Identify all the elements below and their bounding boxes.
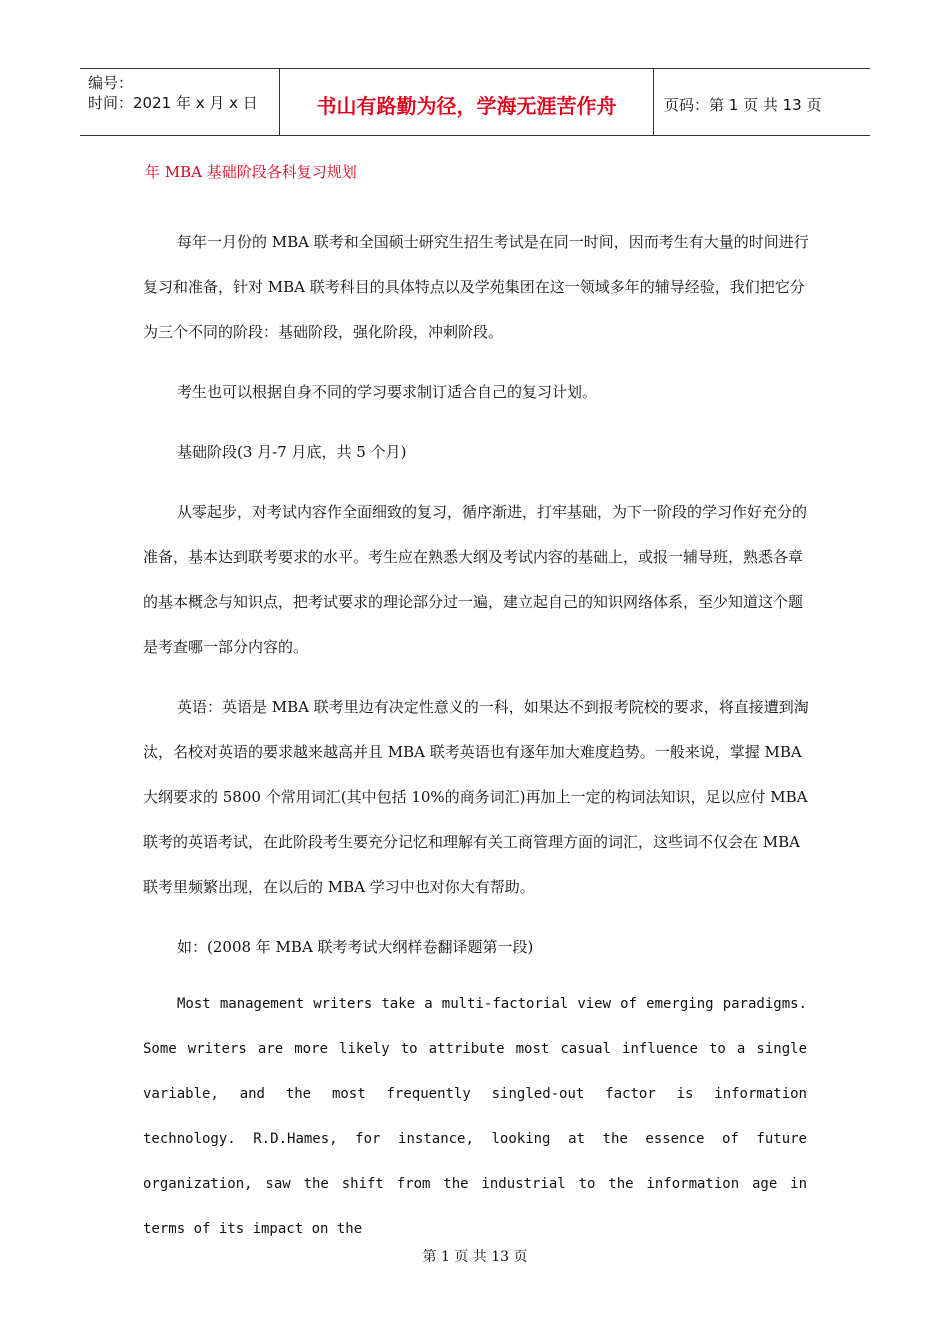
- paragraph-example-intro: 如：(2008 年 MBA 联考考试大纲样卷翻译题第一段): [177, 938, 534, 956]
- header-motto: 书山有路勤为径，学海无涯苦作舟: [280, 69, 654, 135]
- page-footer: 第 1 页 共 13 页: [422, 1249, 528, 1265]
- paragraph-intro: 每年一月份的 MBA 联考和全国硕士研究生招生考试是在同一时间，因而考生有大量的时间进行复习和准备，针对 MBA 联考科目的具体特点以及学苑集团在这一领域多年的辅导经验，我们把它分为三个不同的阶段：基础阶段，强化阶段，冲刺阶段。: [143, 233, 809, 341]
- page-header: [80, 68, 870, 136]
- number-label: 编号：: [88, 74, 134, 92]
- header-meta: [80, 69, 280, 135]
- english-passage: Most management writers take a multi-factorial view of emerging paradigms. Some writers are more likely to attribute most casual influence to a single variable, and the most frequently singled-out factor is information technology. R.D.Hames, for instance, looking at the essence of future organization, saw the shift from the industrial to the information age in terms of its impact on the: [143, 996, 807, 1237]
- paragraph-stage-heading: 基础阶段(3 月-7 月底，共 5 个月): [177, 443, 407, 461]
- document-body: [143, 220, 813, 1252]
- paragraph-stage-desc: 从零起步，对考试内容作全面细致的复习，循序渐进，打牢基础，为下一阶段的学习作好充分的准备，基本达到联考要求的水平。考生应在熟悉大纲及考试内容的基础上，或报一辅导班，熟悉各章的基本概念与知识点，把考试要求的理论部分过一遍，建立起自己的知识网络体系，至少知道这个题是考查哪一部分内容的。: [143, 503, 808, 656]
- paragraph-plan: 考生也可以根据自身不同的学习要求制订适合自己的复习计划。: [177, 383, 598, 401]
- document-title: 年 MBA 基础阶段各科复习规划: [145, 163, 357, 181]
- paragraph-english: 英语：英语是 MBA 联考里边有决定性意义的一科，如果达不到报考院校的要求，将直接遭到淘汰，名校对英语的要求越来越高并且 MBA 联考英语也有逐年加大难度趋势。一般来说，掌握 MBA 大纲要求的 5800 个常用词汇(其中包括 10%的商务词汇)再加上一定的构词法知识，足以应付 MBA 联考的英语考试，在此阶段考生要充分记忆和理解有关工商管理方面的词汇，这些词不仅会在 MBA 联考里频繁出现，在以后的 MBA 学习中也对你大有帮助。: [143, 698, 809, 896]
- header-page-number: 页码：第 1 页 共 13 页: [664, 95, 822, 114]
- time-label: 时间：2021 年 x 月 x 日: [88, 94, 258, 112]
